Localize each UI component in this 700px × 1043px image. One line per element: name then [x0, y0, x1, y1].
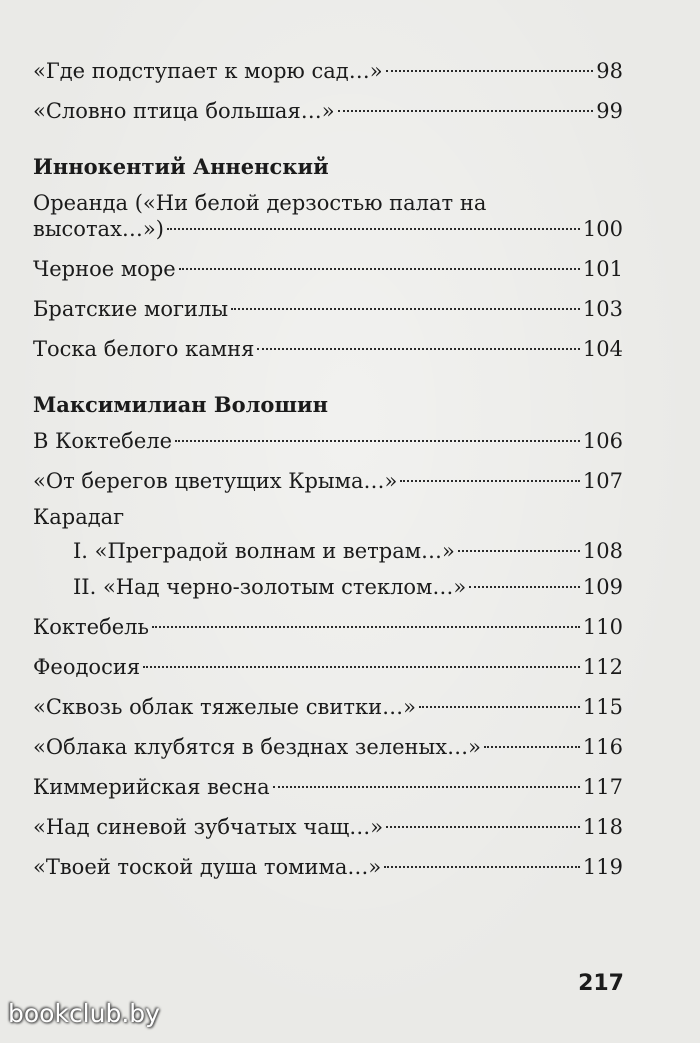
toc-entry-page: 98 — [596, 59, 623, 83]
toc-entry — [33, 336, 623, 362]
toc-entry-title: «Словно птица большая…» — [33, 99, 335, 123]
dot-leader — [484, 746, 580, 748]
toc-entry — [33, 428, 623, 454]
cycle-title: Карадаг — [33, 505, 125, 529]
toc-entry-title: Черное море — [33, 257, 176, 281]
toc-entry-page: 109 — [582, 575, 623, 599]
dot-leader — [179, 268, 580, 270]
toc-entry — [33, 614, 623, 640]
toc-entry — [33, 654, 623, 680]
toc-entry — [33, 734, 623, 760]
toc-entry-title: I. «Преградой волнам и ветрам…» — [73, 539, 455, 563]
toc-entry-title: «Над синевой зубчатых чащ…» — [33, 815, 384, 839]
toc-entry — [33, 58, 623, 84]
toc-entry-title: «Где подступает к морю сад…» — [33, 59, 383, 83]
toc-subentry — [33, 574, 623, 600]
toc-entry-page: 116 — [582, 735, 623, 759]
toc-entry-title: Тоска белого камня — [33, 337, 255, 361]
toc-entry-page: 100 — [582, 217, 623, 241]
toc-entry-title: Феодосия — [33, 655, 141, 679]
dot-leader — [257, 348, 580, 350]
dot-leader — [175, 440, 580, 442]
dot-leader — [386, 826, 580, 828]
toc-entry-page: 112 — [582, 655, 623, 679]
toc-entry-page: 104 — [582, 337, 623, 361]
dot-leader — [152, 626, 580, 628]
dot-leader — [386, 70, 594, 72]
toc-entry-title: «Твоей тоской душа томима…» — [33, 855, 382, 879]
toc-entry — [33, 468, 623, 494]
dot-leader — [419, 706, 580, 708]
author-heading: Иннокентий Анненский — [33, 154, 329, 179]
dot-leader — [167, 228, 580, 230]
toc-entry-page: 110 — [582, 615, 623, 639]
toc-entry — [33, 694, 623, 720]
toc-entry-title: Киммерийская весна — [33, 775, 270, 799]
toc-entry — [33, 774, 623, 800]
dot-leader — [273, 786, 580, 788]
toc-entry-page: 107 — [582, 469, 623, 493]
toc-entry-title: «Сквозь облак тяжелые свитки…» — [33, 695, 416, 719]
toc-entry — [33, 854, 623, 880]
toc-entry-page: 103 — [582, 297, 623, 321]
dot-leader — [384, 866, 580, 868]
toc-subentry — [33, 538, 623, 564]
toc-entry-title: В Коктебеле — [33, 429, 173, 453]
dot-leader — [400, 480, 580, 482]
author-heading: Максимилиан Волошин — [33, 392, 328, 417]
toc-entry-page: 108 — [582, 539, 623, 563]
toc-entry — [33, 814, 623, 840]
toc-entry-page: 99 — [596, 99, 623, 123]
watermark-logo: bookclub.by — [8, 999, 160, 1028]
toc-entry-title-line2: высотах…») — [33, 217, 164, 241]
table-of-contents — [33, 58, 623, 894]
toc-entry-title: Братские могилы — [33, 297, 229, 321]
dot-leader — [338, 110, 594, 112]
toc-entry-title: «Облака клубятся в безднах зеленых…» — [33, 735, 481, 759]
dot-leader — [231, 308, 580, 310]
page-number: 217 — [578, 971, 624, 996]
toc-entry-page: 117 — [582, 775, 623, 799]
toc-entry — [33, 296, 623, 322]
toc-entry-title: «От берегов цветущих Крыма…» — [33, 469, 398, 493]
toc-entry-page: 119 — [582, 855, 623, 879]
dot-leader — [469, 586, 580, 588]
toc-entry-title: Коктебель — [33, 615, 149, 639]
toc-entry-page: 101 — [582, 257, 623, 281]
toc-entry — [33, 216, 623, 242]
toc-entry — [33, 256, 623, 282]
toc-entry-page: 106 — [582, 429, 623, 453]
toc-entry-title: II. «Над черно-золотым стеклом…» — [73, 575, 467, 599]
toc-entry — [33, 98, 623, 124]
toc-entry-title-line1: Ореанда («Ни белой дерзостью палат на — [33, 191, 487, 215]
toc-entry-page: 115 — [582, 695, 623, 719]
dot-leader — [458, 550, 580, 552]
dot-leader — [143, 666, 580, 668]
toc-entry-page: 118 — [582, 815, 623, 839]
